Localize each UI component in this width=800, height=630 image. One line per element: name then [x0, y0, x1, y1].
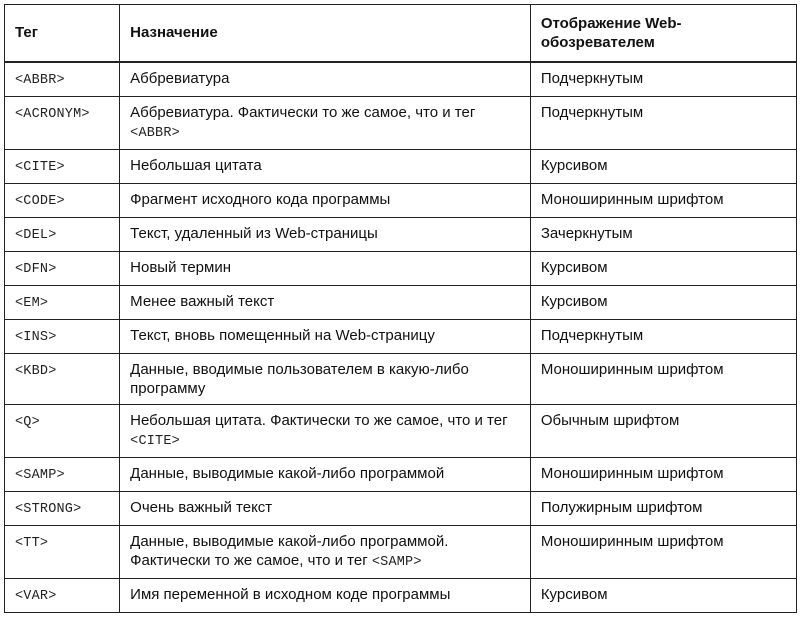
- purpose-text: Небольшая цитата. Фактически то же самое, что и тег: [130, 412, 508, 429]
- table-row: [5, 184, 797, 218]
- html-tags-table: [4, 4, 797, 613]
- purpose-text: Текст, удаленный из Web-страницы: [130, 225, 378, 242]
- purpose-cell: [120, 354, 531, 405]
- display-text: Моноширинным шрифтом: [540, 465, 724, 482]
- display-cell: [530, 405, 796, 458]
- purpose-cell: [120, 252, 531, 286]
- tag-cell: [5, 354, 120, 405]
- tag-code: <INS>: [15, 330, 57, 345]
- header-purpose: Назначение: [120, 5, 531, 63]
- table-row: [5, 354, 797, 405]
- tag-code: <DFN>: [15, 262, 57, 277]
- display-text: Курсивом: [540, 293, 608, 310]
- display-text: Зачеркнутым: [540, 225, 633, 242]
- purpose-tag-code: <CITE>: [130, 434, 180, 449]
- header-display: Отображение Web-обозревателем: [530, 5, 796, 63]
- display-text: Обычным шрифтом: [540, 412, 680, 429]
- purpose-text: Данные, выводимые какой-либо программой: [130, 465, 445, 482]
- purpose-cell: [120, 458, 531, 492]
- purpose-tag-code: <ABBR>: [130, 126, 180, 141]
- purpose-text: Новый термин: [130, 259, 231, 276]
- tag-cell: [5, 492, 120, 526]
- table-row: [5, 62, 797, 97]
- tag-cell: [5, 218, 120, 252]
- table-row: [5, 218, 797, 252]
- purpose-cell: [120, 492, 531, 526]
- display-cell: [530, 150, 796, 184]
- tag-code: <EM>: [15, 296, 49, 311]
- purpose-cell: [120, 62, 531, 97]
- purpose-cell: [120, 405, 531, 458]
- tag-cell: [5, 184, 120, 218]
- tag-cell: [5, 62, 120, 97]
- tag-cell: [5, 150, 120, 184]
- tag-code: <Q>: [15, 415, 40, 430]
- display-cell: [530, 184, 796, 218]
- purpose-text: Имя переменной в исходном коде программы: [130, 586, 451, 603]
- tag-cell: [5, 579, 120, 613]
- tag-code: <ABBR>: [15, 73, 65, 88]
- display-cell: [530, 286, 796, 320]
- purpose-cell: [120, 579, 531, 613]
- display-text: Полужирным шрифтом: [540, 499, 703, 516]
- display-text: Курсивом: [540, 157, 608, 174]
- table-row: [5, 150, 797, 184]
- purpose-tag-code: <SAMP>: [371, 555, 422, 570]
- purpose-text: Менее важный текст: [130, 293, 275, 310]
- display-cell: [530, 579, 796, 613]
- display-text: Подчеркнутым: [540, 104, 644, 121]
- display-cell: [530, 97, 796, 150]
- display-cell: [530, 526, 796, 579]
- display-cell: [530, 492, 796, 526]
- display-text: Моноширинным шрифтом: [540, 361, 724, 378]
- purpose-cell: [120, 320, 531, 354]
- tag-cell: [5, 458, 120, 492]
- display-text: Курсивом: [540, 586, 608, 603]
- tag-code: <VAR>: [15, 589, 57, 604]
- tag-code: <KBD>: [15, 364, 57, 379]
- purpose-text: Небольшая цитата: [130, 157, 262, 174]
- table-row: [5, 579, 797, 613]
- table-header: [5, 5, 797, 63]
- table-row: [5, 405, 797, 458]
- table-row: [5, 492, 797, 526]
- tag-code: <ACRONYM>: [15, 107, 90, 122]
- display-cell: [530, 252, 796, 286]
- tag-cell: [5, 97, 120, 150]
- display-cell: [530, 62, 796, 97]
- display-cell: [530, 218, 796, 252]
- purpose-cell: [120, 286, 531, 320]
- display-text: Курсивом: [540, 259, 608, 276]
- tag-cell: [5, 526, 120, 579]
- display-text: Подчеркнутым: [540, 70, 644, 87]
- tag-code: <CODE>: [15, 194, 65, 209]
- tag-code: <CITE>: [15, 160, 65, 175]
- purpose-text: Данные, выводимые какой-либо программой. Фактически то же самое, что и тег: [130, 533, 449, 569]
- header-row: [5, 5, 797, 63]
- purpose-cell: [120, 97, 531, 150]
- display-cell: [530, 320, 796, 354]
- table-body: [5, 62, 797, 613]
- purpose-cell: [120, 218, 531, 252]
- tag-cell: [5, 320, 120, 354]
- tag-code: <TT>: [15, 536, 49, 551]
- table-row: [5, 252, 797, 286]
- tag-cell: [5, 252, 120, 286]
- display-text: Подчеркнутым: [540, 327, 644, 344]
- table-row: [5, 286, 797, 320]
- purpose-text: Очень важный текст: [130, 499, 273, 516]
- tag-code: <DEL>: [15, 228, 57, 243]
- display-text: Моноширинным шрифтом: [540, 533, 724, 550]
- display-cell: [530, 354, 796, 405]
- table-row: [5, 458, 797, 492]
- tag-code: <SAMP>: [15, 468, 65, 483]
- display-text: Моноширинным шрифтом: [540, 191, 724, 208]
- purpose-text: Данные, вводимые пользователем в какую-либо программу: [130, 361, 469, 397]
- tag-cell: [5, 286, 120, 320]
- purpose-cell: [120, 526, 531, 579]
- purpose-cell: [120, 184, 531, 218]
- purpose-text: Аббревиатура. Фактически то же самое, что и тег: [130, 104, 476, 121]
- header-tag: Тег: [5, 5, 120, 63]
- tag-cell: [5, 405, 120, 458]
- purpose-text: Аббревиатура: [130, 70, 230, 87]
- display-cell: [530, 458, 796, 492]
- purpose-text: Фрагмент исходного кода программы: [130, 191, 391, 208]
- purpose-cell: [120, 150, 531, 184]
- tag-code: <STRONG>: [15, 502, 82, 517]
- purpose-text: Текст, вновь помещенный на Web-страницу: [130, 327, 435, 344]
- table-row: [5, 526, 797, 579]
- table-row: [5, 97, 797, 150]
- table-row: [5, 320, 797, 354]
